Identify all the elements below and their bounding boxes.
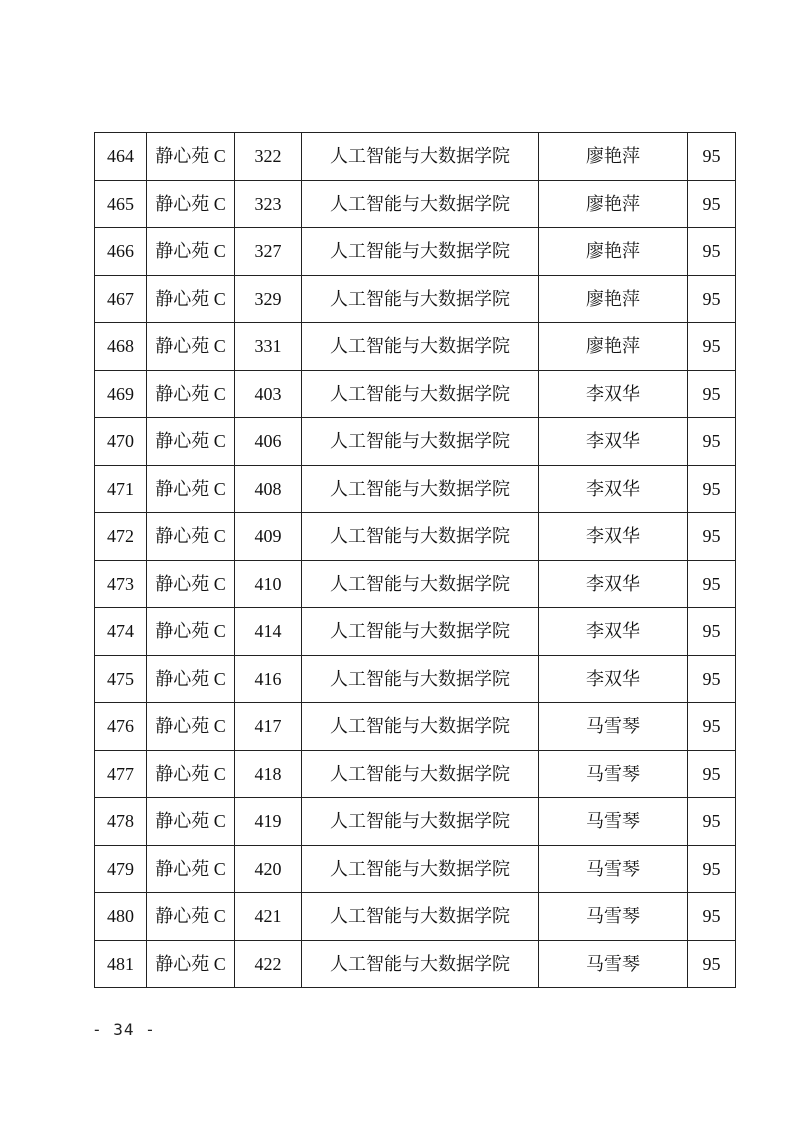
score-cell: 95 [688, 845, 736, 893]
table-row [95, 655, 736, 703]
score-cell: 95 [688, 275, 736, 323]
row-number-cell: 465 [95, 180, 147, 228]
row-number-cell: 479 [95, 845, 147, 893]
row-number-cell: 468 [95, 323, 147, 371]
counselor-cell: 马雪琴 [539, 750, 688, 798]
score-cell: 95 [688, 370, 736, 418]
score-cell: 95 [688, 180, 736, 228]
building-cell: 静心苑 C [147, 845, 235, 893]
room-number-cell: 327 [235, 228, 302, 276]
score-cell: 95 [688, 465, 736, 513]
row-number-cell: 475 [95, 655, 147, 703]
counselor-cell: 廖艳萍 [539, 323, 688, 371]
table-row [95, 845, 736, 893]
table-row [95, 370, 736, 418]
score-cell: 95 [688, 133, 736, 181]
college-cell: 人工智能与大数据学院 [302, 845, 539, 893]
score-cell: 95 [688, 798, 736, 846]
row-number-cell: 470 [95, 418, 147, 466]
row-number-cell: 474 [95, 608, 147, 656]
counselor-cell: 马雪琴 [539, 703, 688, 751]
table-row [95, 798, 736, 846]
table-row [95, 323, 736, 371]
college-cell: 人工智能与大数据学院 [302, 703, 539, 751]
score-cell: 95 [688, 703, 736, 751]
college-cell: 人工智能与大数据学院 [302, 940, 539, 988]
room-number-cell: 422 [235, 940, 302, 988]
building-cell: 静心苑 C [147, 133, 235, 181]
college-cell: 人工智能与大数据学院 [302, 228, 539, 276]
room-number-cell: 329 [235, 275, 302, 323]
room-number-cell: 323 [235, 180, 302, 228]
row-number-cell: 477 [95, 750, 147, 798]
score-cell: 95 [688, 560, 736, 608]
college-cell: 人工智能与大数据学院 [302, 180, 539, 228]
building-cell: 静心苑 C [147, 180, 235, 228]
building-cell: 静心苑 C [147, 418, 235, 466]
counselor-cell: 李双华 [539, 370, 688, 418]
college-cell: 人工智能与大数据学院 [302, 418, 539, 466]
room-number-cell: 421 [235, 893, 302, 941]
room-number-cell: 408 [235, 465, 302, 513]
table-row [95, 275, 736, 323]
row-number-cell: 480 [95, 893, 147, 941]
room-number-cell: 414 [235, 608, 302, 656]
room-number-cell: 331 [235, 323, 302, 371]
table-row [95, 750, 736, 798]
table-row [95, 893, 736, 941]
building-cell: 静心苑 C [147, 655, 235, 703]
counselor-cell: 李双华 [539, 513, 688, 561]
table-row [95, 465, 736, 513]
score-cell: 95 [688, 750, 736, 798]
score-cell: 95 [688, 655, 736, 703]
score-cell: 95 [688, 893, 736, 941]
building-cell: 静心苑 C [147, 703, 235, 751]
table-row [95, 703, 736, 751]
row-number-cell: 464 [95, 133, 147, 181]
score-cell: 95 [688, 940, 736, 988]
college-cell: 人工智能与大数据学院 [302, 133, 539, 181]
college-cell: 人工智能与大数据学院 [302, 465, 539, 513]
counselor-cell: 李双华 [539, 560, 688, 608]
room-number-cell: 409 [235, 513, 302, 561]
table-row [95, 228, 736, 276]
building-cell: 静心苑 C [147, 275, 235, 323]
score-cell: 95 [688, 418, 736, 466]
building-cell: 静心苑 C [147, 893, 235, 941]
room-number-cell: 420 [235, 845, 302, 893]
building-cell: 静心苑 C [147, 228, 235, 276]
college-cell: 人工智能与大数据学院 [302, 655, 539, 703]
building-cell: 静心苑 C [147, 560, 235, 608]
table-row [95, 180, 736, 228]
counselor-cell: 马雪琴 [539, 940, 688, 988]
counselor-cell: 廖艳萍 [539, 275, 688, 323]
table-row [95, 560, 736, 608]
college-cell: 人工智能与大数据学院 [302, 608, 539, 656]
dormitory-score-table [94, 132, 736, 988]
row-number-cell: 471 [95, 465, 147, 513]
college-cell: 人工智能与大数据学院 [302, 323, 539, 371]
building-cell: 静心苑 C [147, 513, 235, 561]
college-cell: 人工智能与大数据学院 [302, 513, 539, 561]
counselor-cell: 李双华 [539, 418, 688, 466]
building-cell: 静心苑 C [147, 940, 235, 988]
table-row [95, 418, 736, 466]
counselor-cell: 马雪琴 [539, 798, 688, 846]
counselor-cell: 李双华 [539, 608, 688, 656]
building-cell: 静心苑 C [147, 750, 235, 798]
building-cell: 静心苑 C [147, 608, 235, 656]
building-cell: 静心苑 C [147, 798, 235, 846]
counselor-cell: 廖艳萍 [539, 133, 688, 181]
counselor-cell: 廖艳萍 [539, 228, 688, 276]
score-cell: 95 [688, 228, 736, 276]
row-number-cell: 478 [95, 798, 147, 846]
college-cell: 人工智能与大数据学院 [302, 798, 539, 846]
college-cell: 人工智能与大数据学院 [302, 750, 539, 798]
table-body [95, 133, 736, 988]
college-cell: 人工智能与大数据学院 [302, 893, 539, 941]
building-cell: 静心苑 C [147, 465, 235, 513]
room-number-cell: 416 [235, 655, 302, 703]
table-row [95, 608, 736, 656]
building-cell: 静心苑 C [147, 370, 235, 418]
row-number-cell: 467 [95, 275, 147, 323]
row-number-cell: 469 [95, 370, 147, 418]
row-number-cell: 476 [95, 703, 147, 751]
room-number-cell: 419 [235, 798, 302, 846]
room-number-cell: 418 [235, 750, 302, 798]
building-cell: 静心苑 C [147, 323, 235, 371]
room-number-cell: 322 [235, 133, 302, 181]
room-number-cell: 403 [235, 370, 302, 418]
counselor-cell: 马雪琴 [539, 893, 688, 941]
row-number-cell: 481 [95, 940, 147, 988]
college-cell: 人工智能与大数据学院 [302, 560, 539, 608]
college-cell: 人工智能与大数据学院 [302, 275, 539, 323]
row-number-cell: 473 [95, 560, 147, 608]
table-row [95, 133, 736, 181]
counselor-cell: 李双华 [539, 655, 688, 703]
counselor-cell: 廖艳萍 [539, 180, 688, 228]
room-number-cell: 417 [235, 703, 302, 751]
table-row [95, 513, 736, 561]
row-number-cell: 466 [95, 228, 147, 276]
college-cell: 人工智能与大数据学院 [302, 370, 539, 418]
room-number-cell: 406 [235, 418, 302, 466]
score-cell: 95 [688, 513, 736, 561]
room-number-cell: 410 [235, 560, 302, 608]
row-number-cell: 472 [95, 513, 147, 561]
score-cell: 95 [688, 323, 736, 371]
table-row [95, 940, 736, 988]
counselor-cell: 李双华 [539, 465, 688, 513]
counselor-cell: 马雪琴 [539, 845, 688, 893]
score-cell: 95 [688, 608, 736, 656]
page-number: - 34 - [92, 1020, 156, 1039]
